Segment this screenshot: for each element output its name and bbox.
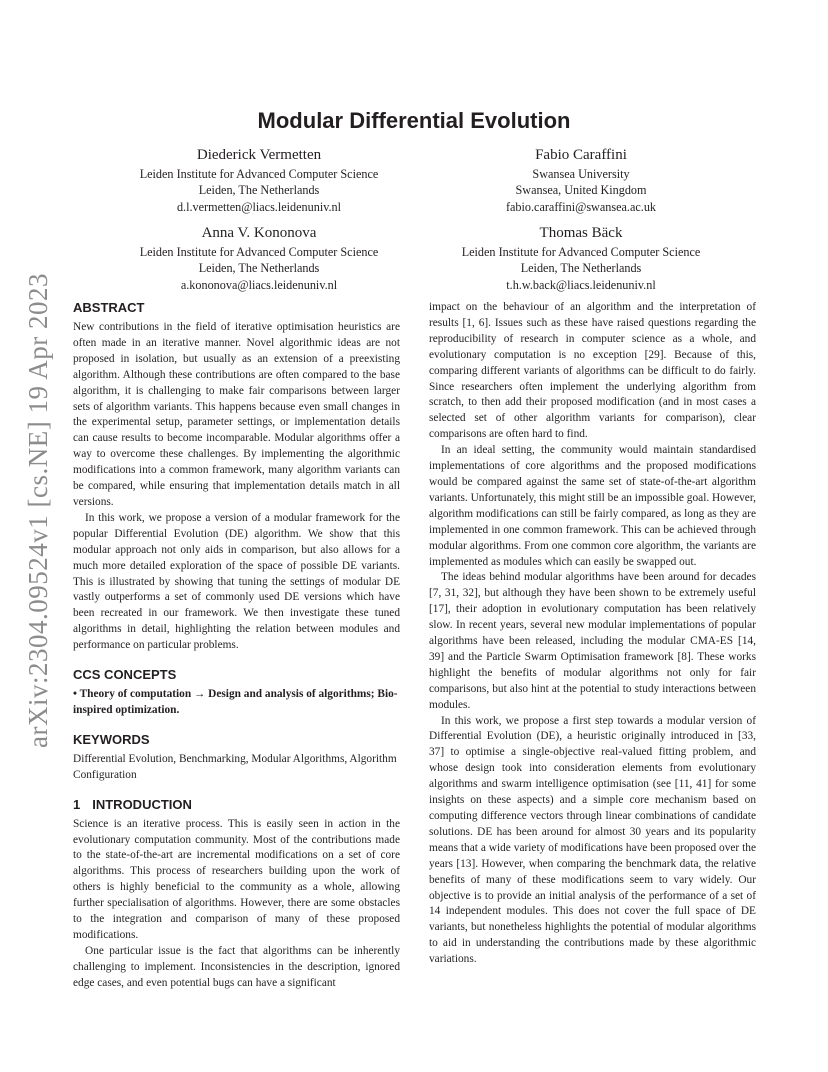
author-block (89, 146, 429, 215)
keywords-heading: KEYWORDS (73, 731, 150, 747)
author-location: Leiden, The Netherlands (198, 261, 320, 276)
intro-paragraph: The ideas behind modular algorithms have been around for decades [7, 31, 32], but although they have been shown to be extremely useful [17], their adoption in evolutionary computation has been relatively slow. In recent years, several new modular implementations of popular algorithms have been released, including the modular CMA-ES [14, 39] and the Particle Swarm Optimisation framework [8]. These works highlight the benefits of modular algorithms not only for fair comparisons, but also hint at the potential to study interactions between modules. (429, 571, 756, 711)
intro-heading (73, 797, 400, 813)
keywords-text: Differential Evolution, Benchmarking, Modular Algorithms, Algorithm Configuration (73, 752, 397, 781)
author-name: Diederick Vermetten (196, 147, 322, 163)
intro-paragraph: One particular issue is the fact that algorithms can be inherently challenging to implement. Inconsistencies in the description, ignored edge cases, and even potential bugs can have a significant (73, 944, 400, 989)
intro-paragraph: In this work, we propose a first step towards a modular version of Differential Evolution (DE), a heuristic originally introduced in [33, 37] to optimise a single-objective real-valued fitting problem, and whose design took into consideration elements from evolutionary algorithms and swarm intelligence optimisation (see [11, 41] for some insights on these aspects) and a simple core mechanism based on computing difference vectors through linear combinations of candidate solutions. DE has been around for almost 30 years and its popularity means that a wide variety of modifications have been proposed over the years [13]. However, when comparing the benchmark data, the relative benefits of many of these modifications seem to vary widely. Our objective is to provide an initial analysis of the performance of a set of 14 independent modules. This does not cover the full space of DE variants, but nonetheless highlights the potential of modular algorithms to aid in understanding the contributions made by these algorithmic variations. (429, 714, 756, 966)
intro-paragraph-continued: impact on the behaviour of an algorithm and the interpretation of results [1, 6]. Issues such as these have raised questions regarding the reproducibility of research in computer science as a whole, and evolutionary computation is no exception [29]. Because of this, comparing different variants of algorithms can be difficult to do fairly. Since researchers often implement the underlying algorithm from scratch, to then add their proposed modification (and in most cases a selected set of other algorithm variants for comparison), clear comparisons are often hard to find. (429, 301, 756, 441)
author-name: Fabio Caraffini (535, 147, 627, 163)
abstract-paragraph: In this work, we propose a version of a modular framework for the popular Differential Evolution (DE) algorithm. We show that this modular approach not only aids in comparison, but also allows for a much more detailed exploration of the space of possible DE variants. This is illustrated by showing that tuning the settings of modular DE vastly outperforms a set of commonly used DE versions which have been recreated in our framework. We then investigate these tuned algorithms in detail, highlighting the relation between modules and performance on particular problems. (73, 511, 400, 652)
author-email: t.h.w.back@liacs.leidenuniv.nl (506, 277, 656, 292)
abstract-paragraph: New contributions in the field of iterative optimisation heuristics are often made in an iterative manner. Novel algorithmic ideas are not proposed in isolation, but usually as an extension of a preexisting algorithm. Although these contributions are often compared to the base algorithm, it is challenging to make fair comparisons between larger sets of algorithm variants. This happens because even small changes in the experimental setup, parameter settings, or implementation details can cause results to become incomparable. Modular algorithms offer a way to overcome these challenges. By implementing the algorithmic modifications into a common framework, many algorithm variants can be compared, while ensuring that implementation details match in all versions. (73, 321, 400, 508)
paper-title: Modular Differential Evolution (257, 108, 571, 133)
author-email: a.kononova@liacs.leidenuniv.nl (180, 277, 338, 292)
author-location: Leiden, The Netherlands (520, 261, 642, 276)
intro-paragraph: In an ideal setting, the community would maintain standardised implementations of core algorithms and the proposed modifications would be compared against the same set of state-of-the-art algorithm variants. Unfortunately, this might still be an impossible goal. However, algorithm modifications can still be fairly compared, as long as they are implemented in one common framework. This can be achieved through modular algorithms. From one common core algorithm, the variants are implemented as modules which can easily be swapped out. (429, 444, 756, 568)
section-number: 1 (73, 796, 81, 812)
author-name: Anna V. Kononova (201, 225, 317, 241)
intro-paragraph: Science is an iterative process. This is easily seen in action in the evolutionary computation community. Most of the contributions made to the state-of-the-art are incremental modifications on a set of core algorithms. This process of researchers building upon the work of others is highly beneficial to the community as a whole, allowing further specialisation of algorithms. However, there are some obstacles to the integration and comparison of many of these proposed modifications. (73, 817, 400, 941)
ccs-text: • Theory of computation → Design and analysis of algorithms; Bio-inspired optimization. (73, 688, 398, 716)
author-affiliation: Leiden Institute for Advanced Computer Science (139, 167, 379, 181)
author-block (89, 224, 429, 293)
author-email: fabio.caraffini@swansea.ac.uk (505, 199, 657, 214)
author-location: Swansea, United Kingdom (515, 183, 647, 198)
author-name: Thomas Bäck (539, 225, 623, 241)
section-title: INTRODUCTION (92, 796, 192, 812)
author-affiliation: Swansea University (532, 167, 630, 181)
right-column (429, 300, 756, 968)
left-column (73, 300, 400, 992)
author-affiliation: Leiden Institute for Advanced Computer Science (139, 245, 379, 259)
author-block (411, 224, 751, 293)
arxiv-sidebar (20, 272, 56, 748)
author-block (411, 146, 751, 215)
author-email: d.l.vermetten@liacs.leidenuniv.nl (176, 199, 342, 214)
arxiv-identifier: arXiv:2304.09524v1 [cs.NE] 19 Apr 2023 (22, 272, 53, 748)
author-affiliation: Leiden Institute for Advanced Computer Science (461, 245, 701, 259)
author-location: Leiden, The Netherlands (198, 183, 320, 198)
abstract-heading: ABSTRACT (73, 300, 145, 315)
ccs-heading: CCS CONCEPTS (73, 667, 177, 683)
